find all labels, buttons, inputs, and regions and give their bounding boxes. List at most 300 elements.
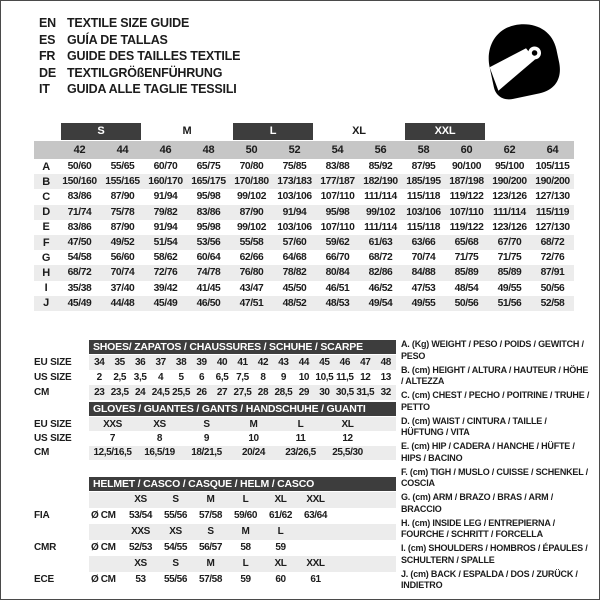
cell-value: 24,5 xyxy=(151,387,170,398)
cell-value: 61 xyxy=(310,574,321,586)
size-value: 190/200 xyxy=(535,176,570,188)
standard-label xyxy=(34,524,89,540)
cell-value: 53 xyxy=(135,574,146,586)
cell-value: XS xyxy=(153,418,166,430)
size-value: 70/74 xyxy=(411,252,436,264)
cell-value: 28 xyxy=(257,387,269,398)
cell-value: S xyxy=(172,494,179,506)
size-value: 115/118 xyxy=(406,221,441,233)
legend-item: F. (cm) TIGH / MUSLO / CUISSE / SCHENKEL / COSCIA xyxy=(401,466,588,488)
cell-value: XXS xyxy=(103,418,122,430)
cell-value: XL xyxy=(274,494,287,506)
cell-value: M xyxy=(206,558,215,570)
language-code: EN xyxy=(39,16,56,31)
cell-value: 59 xyxy=(240,574,251,586)
size-value: 85/89 xyxy=(454,267,479,279)
size-table-row xyxy=(34,220,574,235)
size-value: 83/88 xyxy=(325,161,350,173)
cell-value: 57/58 xyxy=(198,574,223,586)
numeric-size-cell: 62 xyxy=(503,144,516,156)
standard-label xyxy=(34,492,89,508)
cell-value: 55/56 xyxy=(163,510,188,522)
language-row xyxy=(39,15,240,32)
size-table-body xyxy=(34,159,574,311)
cell-value: 23 xyxy=(94,387,105,398)
size-value: 83/86 xyxy=(196,206,221,218)
cell-value: 57/58 xyxy=(198,510,223,522)
size-value: 75/85 xyxy=(282,161,307,173)
size-value: 46/52 xyxy=(368,282,393,294)
size-value: 185/195 xyxy=(406,176,441,188)
size-value: 91/94 xyxy=(282,206,307,218)
cell-value: 3,5 xyxy=(133,372,147,383)
row-label: CM xyxy=(34,447,50,459)
size-group-m: M xyxy=(182,125,192,137)
cell-value: 9 xyxy=(280,372,286,383)
cell-value: 43 xyxy=(278,357,289,368)
cell-value: 24 xyxy=(134,387,146,398)
language-code: IT xyxy=(39,82,50,97)
size-value: 111/114 xyxy=(364,191,397,203)
size-value: 45/50 xyxy=(282,282,307,294)
row-values xyxy=(89,417,396,431)
row-values xyxy=(89,508,396,524)
size-value: 99/102 xyxy=(236,221,267,233)
shoes-table-row xyxy=(34,370,396,385)
cell-value: 61/62 xyxy=(268,510,293,522)
size-value: 39/42 xyxy=(153,282,178,294)
measurement-letter: J xyxy=(43,297,49,310)
gloves-table-row xyxy=(34,431,396,445)
size-table-row xyxy=(34,265,574,280)
cell-value: L xyxy=(242,558,249,570)
measurement-legend xyxy=(401,339,591,594)
cell-value: 42 xyxy=(257,357,269,368)
size-value: 83/86 xyxy=(67,191,92,203)
size-value: 123/126 xyxy=(492,191,527,203)
cell-value: 10 xyxy=(248,432,259,444)
size-value: 115/118 xyxy=(406,191,441,203)
size-table-row xyxy=(34,189,574,204)
helmet-table-row xyxy=(34,508,396,524)
size-value: 60/64 xyxy=(196,252,221,264)
size-value: 65/68 xyxy=(454,237,479,249)
cell-value: 40 xyxy=(216,357,228,368)
size-value: 74/78 xyxy=(196,267,221,279)
size-value: 182/190 xyxy=(363,176,398,188)
language-title: GUIDE DES TAILLES TEXTILE xyxy=(67,49,241,64)
language-code: ES xyxy=(39,32,56,47)
legend-item: G. (cm) ARM / BRAZO / BRAS / ARM / BRACCIO xyxy=(401,492,554,514)
cell-value: 28,5 xyxy=(274,387,293,398)
cell-value: 45 xyxy=(319,357,330,368)
size-value: 67/70 xyxy=(497,237,522,249)
standard-label xyxy=(34,556,89,572)
size-table-row xyxy=(34,250,574,265)
size-value: 48/52 xyxy=(282,297,307,309)
cell-value: XL xyxy=(274,558,287,570)
size-group-l: L xyxy=(233,123,313,140)
cell-value: 20/24 xyxy=(241,447,266,459)
cell-value: 27,5 xyxy=(233,387,252,398)
numeric-size-cell: 52 xyxy=(288,144,301,156)
row-values xyxy=(89,370,396,385)
language-title: TEXTILE SIZE GUIDE xyxy=(67,16,190,31)
size-value: 107/110 xyxy=(449,206,484,218)
cell-value: 9 xyxy=(203,432,210,444)
cell-value: 6,5 xyxy=(215,372,229,383)
helmet-icon xyxy=(476,15,571,107)
size-value: 127/130 xyxy=(535,191,570,203)
size-value: 49/55 xyxy=(497,282,522,294)
cell-value: L xyxy=(242,494,249,506)
size-value: 95/98 xyxy=(325,206,350,218)
cell-value: 59 xyxy=(275,542,286,554)
size-value: 190/200 xyxy=(492,176,527,188)
cell-value: 55/56 xyxy=(163,574,188,586)
measurement-letter: B xyxy=(42,175,50,188)
cell-value: 7 xyxy=(109,432,116,444)
size-value: 72/76 xyxy=(153,267,178,279)
size-value: 95/98 xyxy=(196,221,221,233)
size-value: 150/160 xyxy=(62,176,97,188)
numeric-size-cell: 64 xyxy=(546,144,559,156)
cell-value: 44 xyxy=(298,357,310,368)
size-value: 85/92 xyxy=(368,161,393,173)
measurement-letter: F xyxy=(42,236,50,249)
size-value: 60/70 xyxy=(153,161,178,173)
size-table-row xyxy=(34,296,574,311)
diameter-unit-label: Ø CM xyxy=(91,510,116,522)
cell-value: S xyxy=(172,558,179,570)
main-size-table xyxy=(34,122,574,311)
legend-item: C. (cm) CHEST / PECHO / POITRINE / TRUHE / PETTO xyxy=(401,390,590,412)
size-value: 123/126 xyxy=(492,221,527,233)
size-value: 68/72 xyxy=(540,237,565,249)
cell-value: XS xyxy=(134,558,147,570)
row-label: US SIZE xyxy=(34,432,72,444)
size-value: 53/56 xyxy=(196,237,221,249)
legend-item: J. (cm) BACK / ESPALDA / DOS / ZURÜCK / INDIETRO xyxy=(401,568,578,590)
helmet-table-row xyxy=(34,572,396,588)
cell-value: 13 xyxy=(380,372,391,383)
size-value: 49/54 xyxy=(368,297,393,309)
cell-value: 32 xyxy=(380,387,391,398)
language-row xyxy=(39,32,240,49)
size-value: 71/75 xyxy=(454,252,479,264)
cell-value: M xyxy=(249,418,258,430)
legend-item: B. (cm) HEIGHT / ALTURA / HAUTEUR / HÖHE / ALTEZZA xyxy=(401,364,589,386)
cell-value: S xyxy=(207,526,214,538)
cell-value: 60 xyxy=(275,574,286,586)
size-value: 82/86 xyxy=(368,267,393,279)
row-values xyxy=(89,556,396,572)
row-label: CM xyxy=(34,387,50,398)
language-code: FR xyxy=(39,49,56,64)
size-value: 87/90 xyxy=(110,191,135,203)
size-value: 55/58 xyxy=(239,237,264,249)
size-value: 85/89 xyxy=(497,267,522,279)
size-value: 75/78 xyxy=(110,206,135,218)
measurement-letter: H xyxy=(42,266,50,279)
letter-size-header-row xyxy=(34,122,574,141)
row-values xyxy=(89,431,396,445)
cell-value: 30,5 xyxy=(335,387,354,398)
size-value: 103/106 xyxy=(277,191,312,203)
numeric-size-header-row xyxy=(34,141,574,159)
language-code: DE xyxy=(39,65,56,80)
cell-value: 56/57 xyxy=(198,542,223,554)
row-values xyxy=(89,572,396,588)
cell-value: 34 xyxy=(94,357,105,368)
size-value: 68/72 xyxy=(368,252,393,264)
helmet-table-title: HELMET / CASCO / CASQUE / HELM / CASCO xyxy=(89,477,396,491)
size-value: 63/66 xyxy=(411,237,436,249)
size-value: 68/72 xyxy=(67,267,92,279)
size-value: 78/82 xyxy=(282,267,307,279)
cell-value: XXL xyxy=(306,494,325,506)
cell-value: 30 xyxy=(319,387,330,398)
cell-value: 2 xyxy=(96,372,102,383)
standard-label: ECE xyxy=(34,574,54,586)
cell-value: 52/53 xyxy=(128,542,153,554)
cell-value: 46 xyxy=(339,357,350,368)
size-table-row xyxy=(34,281,574,296)
size-value: 95/100 xyxy=(494,161,525,173)
cell-value: 7,5 xyxy=(236,372,249,383)
size-group-s: S xyxy=(61,123,141,140)
numeric-size-cell: 58 xyxy=(417,144,430,156)
row-values xyxy=(89,385,396,400)
cell-value: 8 xyxy=(260,372,266,383)
row-values xyxy=(89,492,396,508)
size-value: 84/88 xyxy=(411,267,436,279)
cell-value: 25,5/30 xyxy=(332,447,363,459)
size-value: 41/45 xyxy=(196,282,221,294)
cell-value: 39 xyxy=(196,357,207,368)
shoes-table-row xyxy=(34,355,396,370)
cell-value: M xyxy=(206,494,215,506)
numeric-size-cell: 50 xyxy=(245,144,258,156)
size-value: 71/74 xyxy=(67,206,92,218)
size-value: 107/110 xyxy=(320,221,355,233)
cell-value: M xyxy=(241,526,250,538)
size-value: 160/170 xyxy=(148,176,183,188)
diameter-unit-label: Ø CM xyxy=(91,542,116,554)
cell-value: 31,5 xyxy=(356,387,375,398)
measurement-letter: D xyxy=(42,206,50,219)
cell-value: L xyxy=(297,418,304,430)
size-value: 56/60 xyxy=(110,252,135,264)
numeric-size-cell: 44 xyxy=(116,144,129,156)
size-value: 49/55 xyxy=(411,297,436,309)
size-value: 50/60 xyxy=(67,161,92,173)
cell-value: 4 xyxy=(158,372,164,383)
size-value: 99/102 xyxy=(365,206,396,218)
numeric-size-cell: 42 xyxy=(73,144,86,156)
gloves-table xyxy=(34,402,396,460)
cell-value: 16,5/19 xyxy=(144,447,175,459)
size-value: 43/47 xyxy=(239,282,264,294)
size-value: 66/70 xyxy=(325,252,350,264)
shoes-table-title: SHOES/ ZAPATOS / CHAUSSURES / SCHUHE / SCARPE xyxy=(89,340,396,354)
helmet-table-row xyxy=(34,540,396,556)
size-value: 57/60 xyxy=(282,237,307,249)
size-value: 59/62 xyxy=(325,237,350,249)
language-title: TEXTILGRÖßENFÜHRUNG xyxy=(67,65,223,80)
size-value: 51/54 xyxy=(153,237,178,249)
cell-value: 12 xyxy=(360,372,371,383)
cell-value: 36 xyxy=(134,357,146,368)
legend-item: D. (cm) WAIST / CINTURA / TAILLE / HÜFTUNG / VITA xyxy=(401,415,547,437)
size-value: 115/119 xyxy=(535,206,570,218)
size-value: 119/122 xyxy=(449,191,484,203)
size-value: 87/90 xyxy=(110,221,135,233)
shoes-table xyxy=(34,340,396,400)
size-value: 105/115 xyxy=(535,161,570,173)
size-value: 177/187 xyxy=(320,176,355,188)
cell-value: 63/64 xyxy=(303,510,328,522)
cell-value: S xyxy=(203,418,210,430)
measurement-letter: G xyxy=(41,251,51,264)
measurement-letter: A xyxy=(42,160,50,173)
size-value: 91/94 xyxy=(153,191,178,203)
size-value: 45/49 xyxy=(153,297,178,309)
size-value: 49/52 xyxy=(110,237,135,249)
gloves-table-title: GLOVES / GUANTES / GANTS / HANDSCHUHE / GUANTI xyxy=(89,402,396,416)
row-values xyxy=(89,540,396,556)
measurement-letter: I xyxy=(44,282,48,295)
size-value: 79/82 xyxy=(153,206,178,218)
size-value: 76/80 xyxy=(239,267,264,279)
row-values xyxy=(89,446,396,460)
cell-value: 6 xyxy=(198,372,205,383)
accessory-tables xyxy=(34,340,396,588)
row-label: EU SIZE xyxy=(34,418,72,430)
cell-value: 10,5 xyxy=(315,372,334,383)
size-value: 80/84 xyxy=(325,267,350,279)
cell-value: 53/54 xyxy=(128,510,153,522)
helmet-table-row xyxy=(34,556,396,572)
size-value: 45/49 xyxy=(67,297,92,309)
size-table-row xyxy=(34,205,574,220)
size-value: 99/102 xyxy=(236,191,267,203)
cell-value: 58 xyxy=(240,542,251,554)
numeric-size-cell: 46 xyxy=(159,144,172,156)
size-value: 52/58 xyxy=(540,297,565,309)
size-value: 91/94 xyxy=(153,221,178,233)
size-value: 83/86 xyxy=(67,221,92,233)
size-value: 107/110 xyxy=(320,191,355,203)
numeric-size-cell: 54 xyxy=(331,144,344,156)
size-value: 103/106 xyxy=(406,206,441,218)
size-value: 54/58 xyxy=(67,252,92,264)
cell-value: 59/60 xyxy=(233,510,258,522)
cell-value: XS xyxy=(169,526,182,538)
cell-value: 2,5 xyxy=(113,372,127,383)
cell-value: 5 xyxy=(178,372,184,383)
cell-value: XL xyxy=(341,418,354,430)
size-value: 173/183 xyxy=(277,176,312,188)
cell-value: 26 xyxy=(196,387,207,398)
measurement-letter: C xyxy=(42,190,50,203)
size-value: 72/76 xyxy=(540,252,565,264)
size-value: 70/80 xyxy=(239,161,264,173)
size-value: 46/50 xyxy=(196,297,221,309)
size-value: 87/95 xyxy=(411,161,436,173)
numeric-size-cell: 56 xyxy=(374,144,387,156)
helmet-table-row xyxy=(34,524,396,540)
cell-value: 48 xyxy=(380,357,391,368)
cell-value: 25,5 xyxy=(172,387,191,398)
size-group-xl: XL xyxy=(352,125,366,137)
language-list xyxy=(39,15,240,98)
size-value: 47/53 xyxy=(411,282,436,294)
cell-value: 47 xyxy=(360,357,371,368)
cell-value: XXS xyxy=(131,526,150,538)
language-title: GUÍA DE TALLAS xyxy=(67,32,168,47)
legend-item: A. (Kg) WEIGHT / PESO / POIDS / GEWITCH / PESO xyxy=(401,339,584,361)
cell-value: 38 xyxy=(175,357,187,368)
size-value: 87/90 xyxy=(239,206,264,218)
cell-value: 29 xyxy=(298,387,310,398)
size-table-row xyxy=(34,159,574,174)
size-value: 87/91 xyxy=(540,267,565,279)
diameter-unit-label: Ø CM xyxy=(91,574,116,586)
size-value: 37/40 xyxy=(110,282,135,294)
helmet-table-row xyxy=(34,492,396,508)
size-value: 111/114 xyxy=(364,221,397,233)
row-values xyxy=(89,355,396,370)
size-group-xxl: XXL xyxy=(405,123,485,140)
size-value: 47/51 xyxy=(239,297,264,309)
size-value: 155/165 xyxy=(105,176,140,188)
gloves-table-row xyxy=(34,446,396,460)
size-value: 61/63 xyxy=(368,237,393,249)
cell-value: XS xyxy=(134,494,147,506)
numeric-size-cell: 60 xyxy=(460,144,473,156)
size-value: 46/51 xyxy=(325,282,350,294)
language-title: GUIDA ALLE TAGLIE TESSILI xyxy=(67,82,237,97)
cell-value: 12,5/16,5 xyxy=(93,447,132,459)
size-value: 95/98 xyxy=(196,191,221,203)
cell-value: L xyxy=(277,526,284,538)
numeric-size-cell: 48 xyxy=(202,144,215,156)
standard-label: FIA xyxy=(34,510,50,522)
measurement-letter: E xyxy=(42,221,50,234)
size-value: 187/198 xyxy=(449,176,484,188)
standard-label: CMR xyxy=(34,542,57,554)
cell-value: 8 xyxy=(156,432,163,444)
size-value: 62/66 xyxy=(239,252,264,264)
row-values xyxy=(89,524,396,540)
cell-value: 37 xyxy=(155,357,166,368)
cell-value: 54/55 xyxy=(163,542,188,554)
legend-item: I. (cm) SHOULDERS / HOMBROS / ÉPAULES / SCHULTERN / SPALLE xyxy=(401,543,588,565)
legend-item: E. (cm) HIP / CADERA / HANCHE / HÜFTE / HIPS / BACINO xyxy=(401,441,575,463)
size-value: 71/75 xyxy=(497,252,522,264)
size-value: 44/48 xyxy=(110,297,135,309)
language-row xyxy=(39,81,240,98)
size-value: 64/68 xyxy=(282,252,307,264)
cell-value: 23,5 xyxy=(110,387,129,398)
cell-value: 11,5 xyxy=(336,372,354,383)
cell-value: 11 xyxy=(295,432,306,444)
size-value: 48/54 xyxy=(454,282,479,294)
size-value: 165/175 xyxy=(191,176,226,188)
cell-value: 41 xyxy=(237,357,248,368)
helmet-table xyxy=(34,477,396,588)
